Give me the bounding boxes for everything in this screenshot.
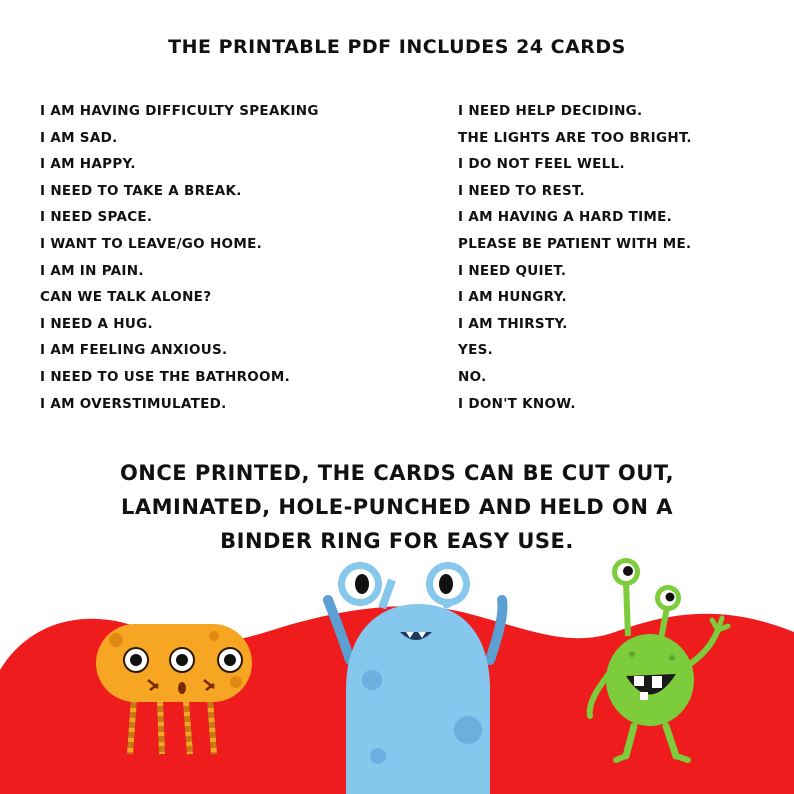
list-item: YES. — [458, 342, 494, 359]
blue-monster-icon — [328, 562, 503, 794]
list-item: I DON'T KNOW. — [458, 395, 576, 412]
list-item: I AM HAVING A HARD TIME. — [458, 209, 673, 226]
list-item: I NEED A HUG. — [40, 315, 153, 332]
list-item: I AM THIRSTY. — [458, 315, 568, 332]
list-item: I NEED TO USE THE BATHROOM. — [40, 368, 290, 385]
list-item: I AM IN PAIN. — [40, 262, 144, 279]
list-item: I AM SAD. — [40, 129, 118, 146]
list-item: NO. — [458, 368, 487, 385]
usage-note-line: BINDER RING FOR EASY USE. — [220, 529, 574, 553]
list-item: I NEED TO TAKE A BREAK. — [40, 182, 242, 199]
list-item: I WANT TO LEAVE/GO HOME. — [40, 235, 263, 252]
list-item: CAN WE TALK ALONE? — [40, 289, 212, 306]
card-list-left — [40, 98, 319, 417]
list-item: I AM OVERSTIMULATED. — [40, 395, 227, 412]
monster-illustration — [0, 540, 794, 794]
list-item: I NEED SPACE. — [40, 209, 153, 226]
list-item: THE LIGHTS ARE TOO BRIGHT. — [458, 129, 692, 146]
page-title: THE PRINTABLE PDF INCLUDES 24 CARDS — [168, 36, 626, 58]
list-item: I NEED HELP DECIDING. — [458, 103, 643, 119]
list-item: I NEED QUIET. — [458, 262, 567, 279]
list-item: I AM HAVING DIFFICULTY SPEAKING — [40, 103, 319, 119]
card-list-right — [458, 98, 692, 417]
list-item: I AM HUNGRY. — [458, 289, 567, 306]
list-item: I AM FEELING ANXIOUS. — [40, 342, 228, 359]
list-item: I AM HAPPY. — [40, 156, 136, 173]
usage-note-line: LAMINATED, HOLE-PUNCHED AND HELD ON A — [120, 495, 673, 519]
list-item: I DO NOT FEEL WELL. — [458, 156, 625, 173]
usage-note-line: ONCE PRINTED, THE CARDS CAN BE CUT OUT, — [119, 461, 675, 485]
list-item: I NEED TO REST. — [458, 182, 585, 199]
list-item: PLEASE BE PATIENT WITH ME. — [458, 235, 692, 252]
